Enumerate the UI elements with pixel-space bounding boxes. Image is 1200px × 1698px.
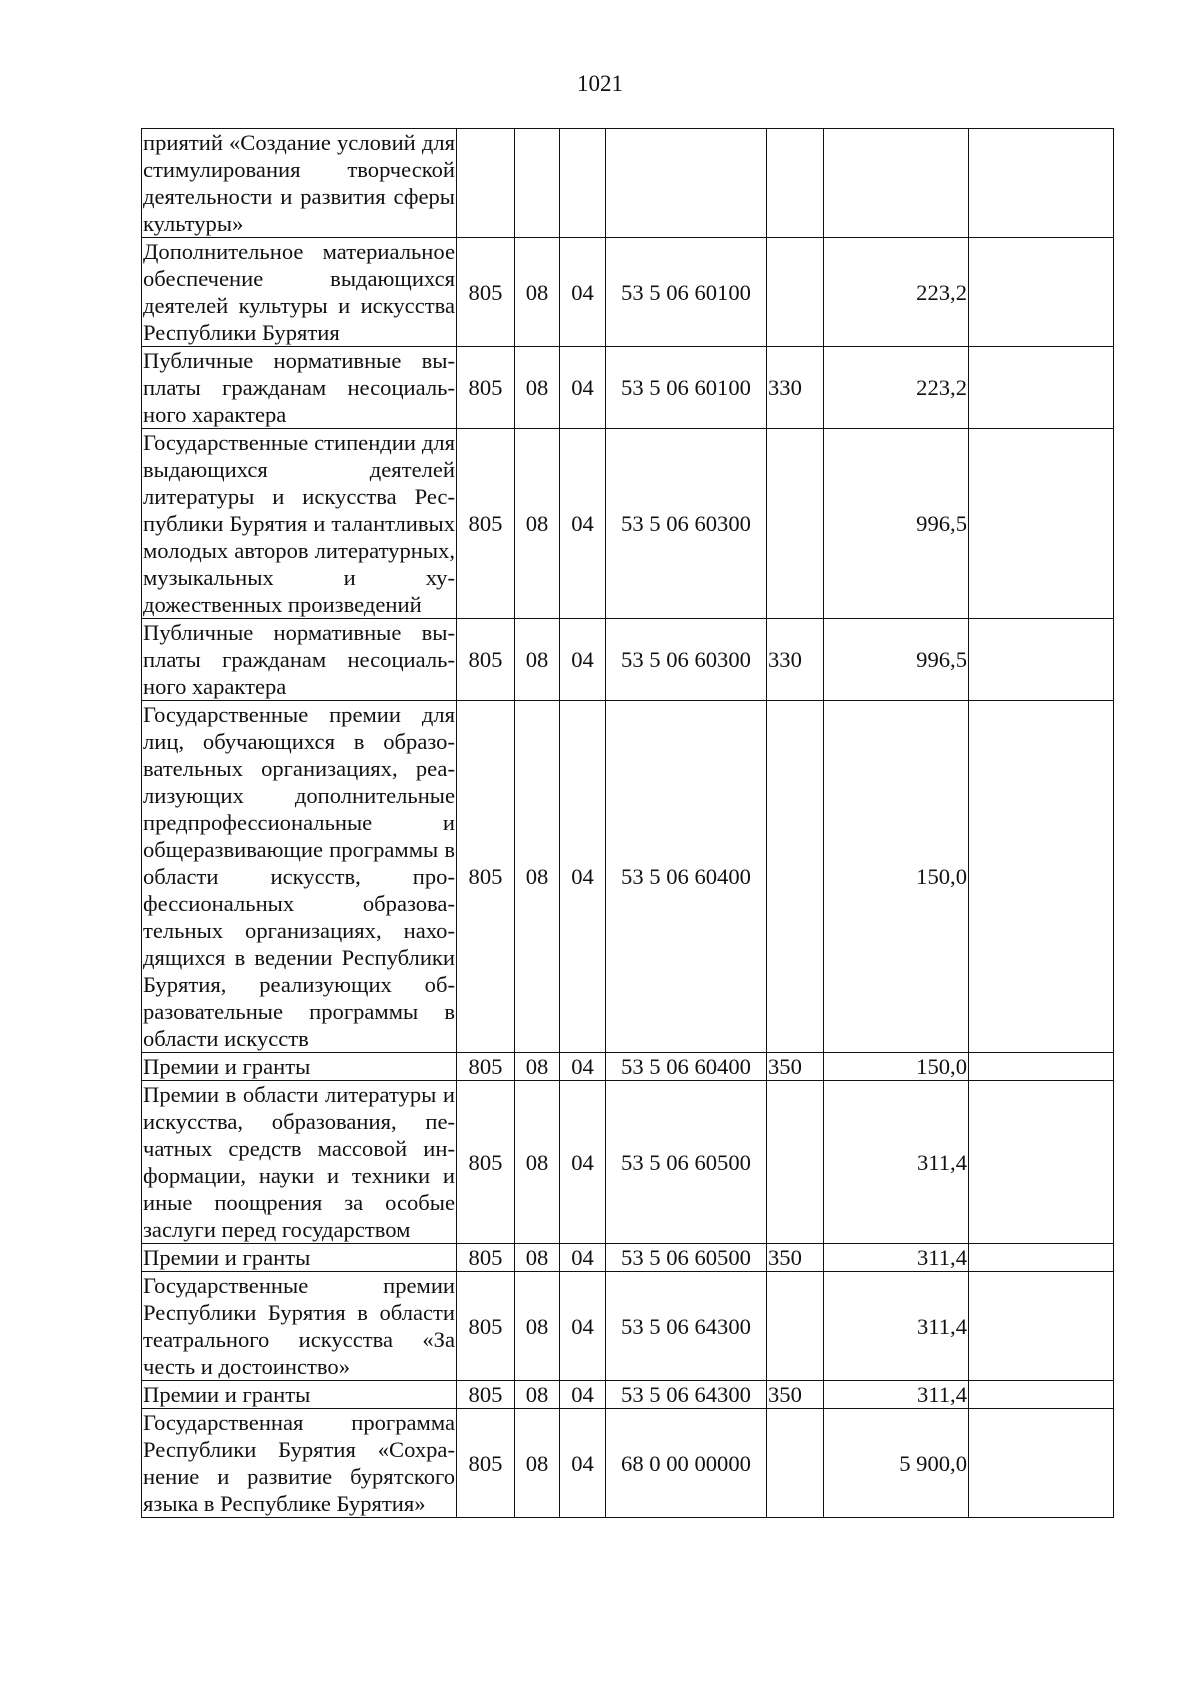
row-rz: 08: [515, 1409, 560, 1518]
table-row: [142, 429, 1114, 619]
row-name: Премии в области литературы и искусства, образования, печатных средств массовой информации, науки и техники и иные поощрения за особые заслуги перед государством: [143, 1082, 455, 1242]
row-extra: [969, 619, 1114, 701]
row-csr: 68 0 00 00000: [606, 1409, 767, 1518]
row-extra: [969, 1053, 1114, 1081]
table-row: [142, 1272, 1114, 1381]
row-pr: 04: [560, 238, 606, 347]
row-pr: 04: [560, 1272, 606, 1381]
row-vr: 330: [767, 619, 824, 701]
table-row: [142, 1381, 1114, 1409]
row-pr: 04: [560, 1244, 606, 1272]
row-glava: 805: [457, 701, 515, 1053]
row-vr: 330: [767, 347, 824, 429]
row-sum: 150,0: [824, 701, 969, 1053]
row-sum: 311,4: [824, 1272, 969, 1381]
table-row: [142, 1081, 1114, 1244]
row-sum: 311,4: [824, 1381, 969, 1409]
row-name: Дополнительное материальное обеспечение выдающихся деятелей культуры и искусства Республики Бурятия: [143, 239, 455, 345]
row-vr: [767, 1409, 824, 1518]
row-pr: 04: [560, 1381, 606, 1409]
row-rz: [515, 129, 560, 238]
table-row: [142, 347, 1114, 429]
row-vr: 350: [767, 1244, 824, 1272]
row-name: Государственные премии для лиц, обучающихся в образовательных организациях, реализующих дополнительные предпрофессиональные и общеразвивающие программы в области искусств, профессиональных образовательных организациях, находящихся в ведении Республики Бурятия, реализующих образовательные программы в области искусств: [143, 702, 455, 1051]
row-csr: 53 5 06 60100: [606, 347, 767, 429]
page-number: 1021: [577, 71, 623, 96]
row-rz: 08: [515, 1053, 560, 1081]
row-csr: 53 5 06 60400: [606, 1053, 767, 1081]
row-rz: 08: [515, 1381, 560, 1409]
row-rz: 08: [515, 1081, 560, 1244]
row-pr: 04: [560, 1053, 606, 1081]
row-sum: 996,5: [824, 429, 969, 619]
row-sum: 311,4: [824, 1244, 969, 1272]
row-name: Премии и гранты: [142, 1381, 457, 1409]
row-glava: 805: [457, 1381, 515, 1409]
row-extra: [969, 1381, 1114, 1409]
row-name: Премии и гранты: [142, 1244, 457, 1272]
row-sum: 996,5: [824, 619, 969, 701]
row-extra: [969, 701, 1114, 1053]
row-rz: 08: [515, 619, 560, 701]
row-glava: 805: [457, 1272, 515, 1381]
row-vr: [767, 1272, 824, 1381]
row-pr: 04: [560, 701, 606, 1053]
row-pr: 04: [560, 347, 606, 429]
table-row: [142, 238, 1114, 347]
row-rz: 08: [515, 238, 560, 347]
table-row: [142, 129, 1114, 238]
row-vr: [767, 129, 824, 238]
row-name: Публичные нормативные выплаты гражданам несоциального характера: [143, 620, 455, 699]
row-extra: [969, 1081, 1114, 1244]
row-csr: 53 5 06 60100: [606, 238, 767, 347]
row-sum: 311,4: [824, 1081, 969, 1244]
row-rz: 08: [515, 1244, 560, 1272]
row-extra: [969, 238, 1114, 347]
row-vr: [767, 238, 824, 347]
row-name: приятий «Создание условий для стимулирования творческой деятельности и развития сферы культуры»: [143, 130, 455, 236]
row-pr: 04: [560, 429, 606, 619]
row-name: Государственные стипендии для выдающихся деятелей литературы и искусства Республики Бурятия и талантливых молодых авторов литературных, музыкальных и художественных произведений: [143, 430, 455, 617]
row-glava: 805: [457, 1053, 515, 1081]
row-rz: 08: [515, 429, 560, 619]
row-glava: 805: [457, 238, 515, 347]
row-extra: [969, 429, 1114, 619]
row-name: Государственные премии Республики Бурятия в области театрального искусства «За честь и достоинство»: [143, 1273, 455, 1379]
table-row: [142, 1053, 1114, 1081]
row-csr: 53 5 06 60400: [606, 701, 767, 1053]
row-sum: 223,2: [824, 347, 969, 429]
row-rz: 08: [515, 701, 560, 1053]
row-pr: 04: [560, 1081, 606, 1244]
row-pr: [560, 129, 606, 238]
row-vr: [767, 701, 824, 1053]
row-pr: 04: [560, 1409, 606, 1518]
table-body: [142, 129, 1114, 1518]
row-extra: [969, 129, 1114, 238]
row-vr: [767, 429, 824, 619]
row-sum: 5 900,0: [824, 1409, 969, 1518]
row-glava: 805: [457, 1409, 515, 1518]
row-glava: 805: [457, 619, 515, 701]
row-name: Государственная программа Республики Бурятия «Сохранение и развитие бурятского языка в Республике Бурятия»: [143, 1410, 455, 1516]
budget-table: [141, 128, 1114, 1518]
row-rz: 08: [515, 347, 560, 429]
row-rz: 08: [515, 1272, 560, 1381]
table-row: [142, 701, 1114, 1053]
table-row: [142, 1409, 1114, 1518]
row-csr: 53 5 06 60300: [606, 619, 767, 701]
table-row: [142, 619, 1114, 701]
row-glava: [457, 129, 515, 238]
row-csr: 53 5 06 60500: [606, 1244, 767, 1272]
row-csr: 53 5 06 64300: [606, 1381, 767, 1409]
row-sum: [824, 129, 969, 238]
row-extra: [969, 347, 1114, 429]
row-csr: 53 5 06 60300: [606, 429, 767, 619]
row-pr: 04: [560, 619, 606, 701]
table-row: [142, 1244, 1114, 1272]
row-extra: [969, 1244, 1114, 1272]
row-glava: 805: [457, 429, 515, 619]
row-sum: 150,0: [824, 1053, 969, 1081]
row-glava: 805: [457, 1244, 515, 1272]
row-vr: 350: [767, 1381, 824, 1409]
row-csr: 53 5 06 60500: [606, 1081, 767, 1244]
row-extra: [969, 1409, 1114, 1518]
row-vr: 350: [767, 1053, 824, 1081]
row-vr: [767, 1081, 824, 1244]
row-csr: [606, 129, 767, 238]
row-glava: 805: [457, 347, 515, 429]
row-sum: 223,2: [824, 238, 969, 347]
row-extra: [969, 1272, 1114, 1381]
row-name: Премии и гранты: [142, 1053, 457, 1081]
row-name: Публичные нормативные выплаты гражданам несоциального характера: [143, 348, 455, 427]
row-glava: 805: [457, 1081, 515, 1244]
row-csr: 53 5 06 64300: [606, 1272, 767, 1381]
